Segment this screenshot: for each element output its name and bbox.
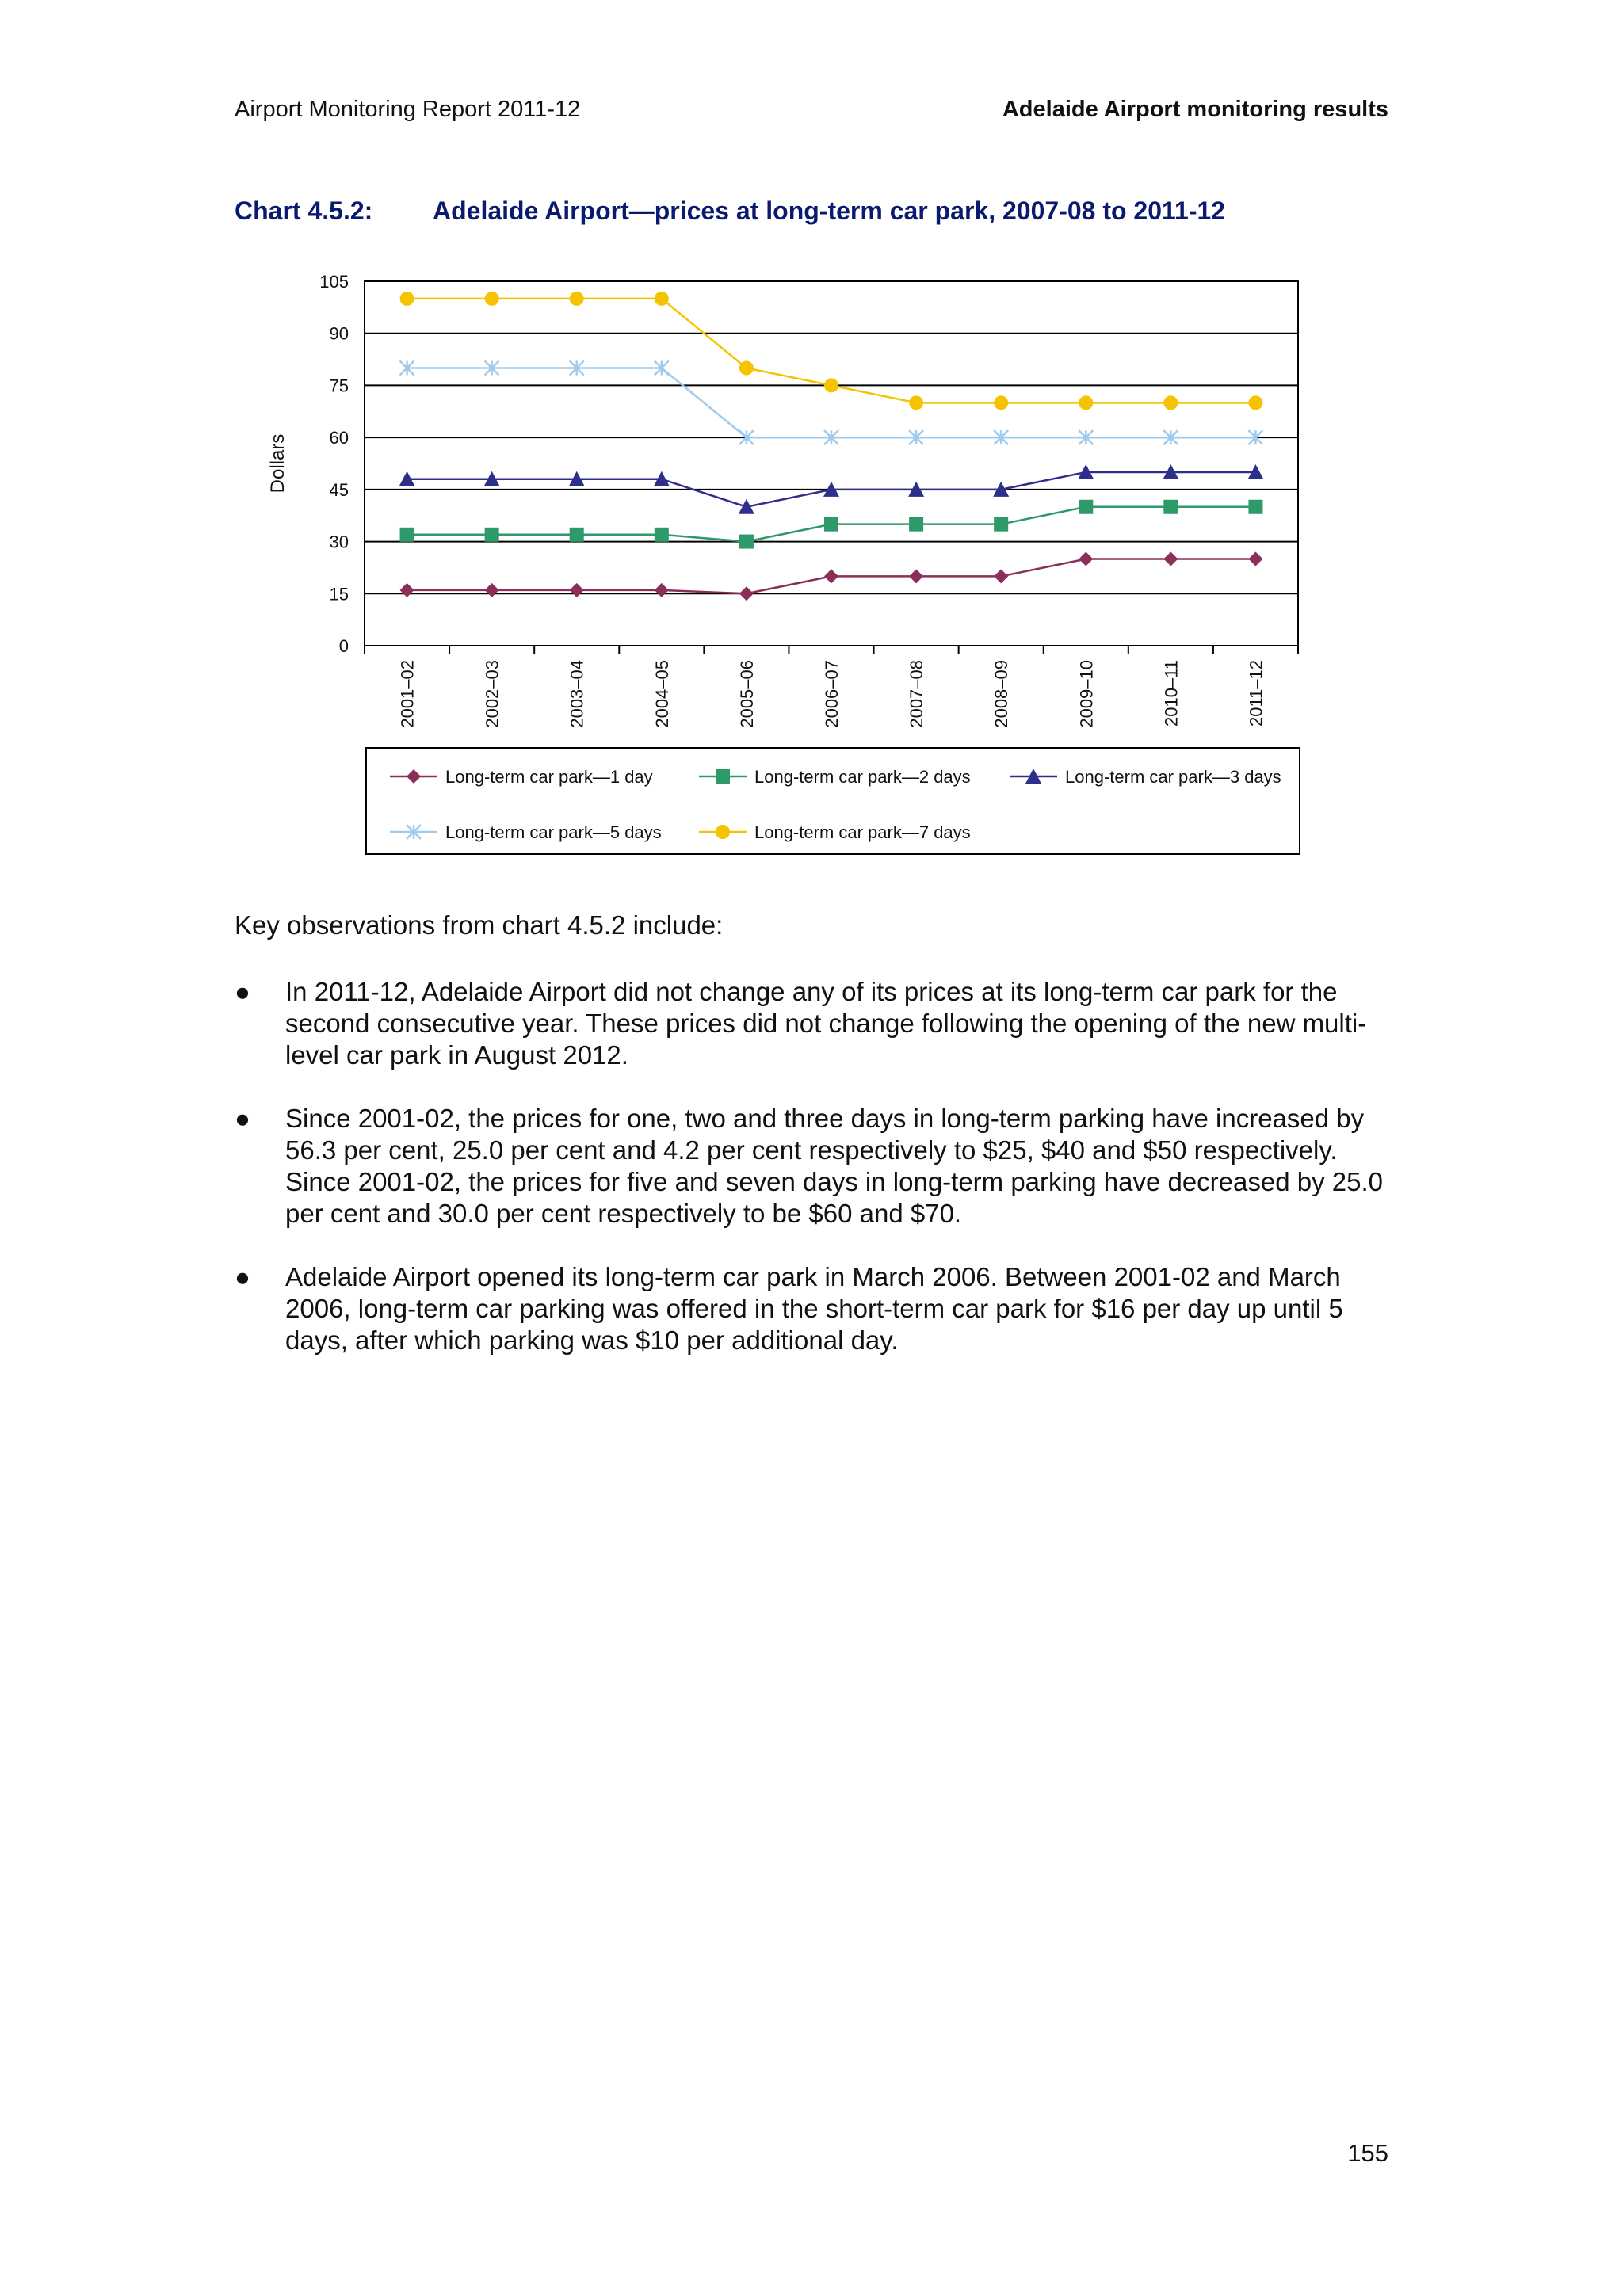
bullet: ● — [235, 977, 250, 1006]
bullet: ● — [235, 1104, 250, 1133]
data-point — [1248, 395, 1262, 410]
legend-label: Long-term car park—2 days — [754, 767, 971, 787]
observation-text: Since 2001-02, the prices for one, two and three days in long-term parking have increased by 56.3 per cent, 25.0 per cent and 4.2 per cent respectively to $25, $40 and $50 respectively. Since 2001-02, the prices for five and seven days in long-term parking have decreased by 25.0 per cent and 30.0 per cent respectively to be $60 and $70. — [285, 1104, 1383, 1228]
x-tick-label: 2008–09 — [991, 660, 1012, 728]
legend-label: Long-term car park—3 days — [1065, 767, 1281, 787]
data-point — [739, 586, 754, 601]
y-tick-label: 60 — [329, 428, 349, 448]
data-point — [739, 361, 754, 376]
report-title: Airport Monitoring Report 2011-12 — [235, 97, 581, 122]
data-point — [1163, 395, 1178, 410]
observation-text: In 2011-12, Adelaide Airport did not change any of its prices at its long-term car park for the second consecutive year. These prices did not change following the opening of the new multi-level car park in August 2012. — [285, 977, 1367, 1070]
data-point — [1079, 551, 1093, 566]
data-point — [824, 517, 838, 532]
x-tick-label: 2002–03 — [482, 660, 502, 728]
data-point — [824, 378, 838, 392]
data-point — [570, 292, 584, 306]
y-tick-label: 30 — [329, 532, 349, 552]
observations — [235, 910, 1400, 1388]
data-point — [994, 395, 1008, 410]
data-point — [909, 569, 923, 583]
y-tick-label: 75 — [329, 376, 349, 396]
x-tick-label: 2006–07 — [822, 660, 842, 728]
data-point — [1163, 500, 1178, 514]
data-point — [400, 583, 414, 597]
y-tick-label: 90 — [329, 323, 349, 344]
data-point — [485, 528, 499, 542]
legend-label: Long-term car park—5 days — [445, 822, 662, 842]
data-point — [1079, 395, 1093, 410]
observation-text: Adelaide Airport opened its long-term car park in March 2006. Between 2001-02 and March 2006, long-term car parking was offered in the short-term car park for $16 per day up until 5 days, after which parking was $10 per additional day. — [285, 1262, 1343, 1355]
data-point — [570, 583, 584, 597]
data-point — [400, 292, 414, 306]
page-number: 155 — [1347, 2139, 1388, 2167]
list-item — [235, 1261, 1400, 1356]
data-point — [655, 292, 669, 306]
observation-list — [235, 976, 1400, 1356]
x-tick-label: 2001–02 — [397, 660, 418, 728]
data-point — [655, 528, 669, 542]
list-item — [235, 1103, 1400, 1230]
x-tick-label: 2005–06 — [736, 660, 757, 728]
y-axis-label: Dollars — [267, 433, 288, 494]
list-item — [235, 976, 1400, 1071]
data-point — [570, 528, 584, 542]
x-tick-label: 2003–04 — [567, 660, 587, 728]
x-tick-label: 2011–12 — [1246, 660, 1266, 727]
data-point — [1248, 551, 1262, 566]
observations-intro: Key observations from chart 4.5.2 include: — [235, 910, 724, 940]
data-point — [994, 569, 1008, 583]
legend-marker — [716, 769, 730, 784]
legend-marker — [716, 825, 730, 839]
chart-number: Chart 4.5.2: — [235, 196, 373, 225]
data-point — [485, 583, 499, 597]
data-point — [909, 517, 923, 532]
y-tick-label: 0 — [338, 636, 349, 656]
x-tick-label: 2010–11 — [1161, 660, 1182, 727]
line-chart — [0, 0, 1623, 871]
data-point — [824, 569, 838, 583]
chart-title: Adelaide Airport—prices at long-term car park, 2007-08 to 2011-12 — [433, 196, 1226, 225]
x-tick-label: 2004–05 — [651, 660, 672, 728]
data-point — [1163, 551, 1178, 566]
section-title: Adelaide Airport monitoring results — [1002, 97, 1388, 122]
bullet: ● — [235, 1262, 250, 1291]
y-tick-label: 45 — [329, 479, 349, 500]
legend-label: Long-term car park—1 day — [445, 767, 653, 787]
legend-label: Long-term car park—7 days — [754, 822, 971, 842]
y-tick-label: 15 — [329, 584, 349, 605]
data-point — [485, 292, 499, 306]
data-point — [1248, 500, 1262, 514]
data-point — [994, 517, 1008, 532]
data-point — [909, 395, 923, 410]
x-tick-label: 2007–08 — [907, 660, 927, 728]
data-point — [739, 535, 754, 549]
data-point — [655, 583, 669, 597]
x-tick-label: 2009–10 — [1076, 660, 1097, 728]
data-point — [400, 528, 414, 542]
data-point — [1079, 500, 1093, 514]
y-tick-label: 105 — [319, 272, 349, 292]
series-5 — [400, 292, 1263, 410]
